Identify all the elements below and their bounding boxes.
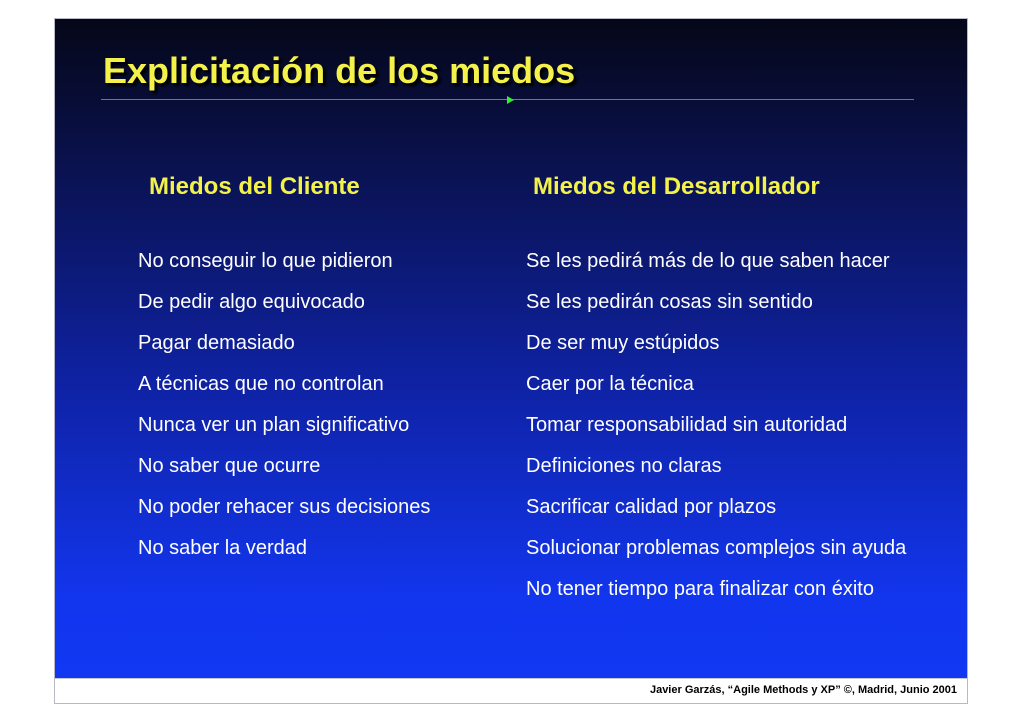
client-fear-item: No conseguir lo que pidieron [138, 250, 393, 272]
developer-fear-item: Tomar responsabilidad sin autoridad [526, 414, 848, 436]
developer-fear-item: De ser muy estúpidos [526, 332, 720, 354]
developer-fear-item: Solucionar problemas complejos sin ayuda [526, 537, 907, 559]
slide [54, 18, 968, 704]
client-fear-item: No saber que ocurre [138, 455, 321, 477]
developer-fear-item: Sacrificar calidad por plazos [526, 496, 777, 518]
client-fear-item: No poder rehacer sus decisiones [138, 496, 431, 518]
developer-fear-item: Caer por la técnica [526, 373, 694, 395]
developer-fears-list [526, 248, 906, 617]
client-fear-item: A técnicas que no controlan [138, 373, 384, 395]
client-fear-item: Pagar demasiado [138, 332, 295, 354]
client-fears-header: Miedos del Cliente [149, 173, 360, 200]
client-fears-list [138, 248, 430, 576]
rule-arrow-icon [507, 96, 514, 104]
developer-fear-item: Se les pedirá más de lo que saben hacer [526, 250, 890, 272]
footer-credit: Javier Garzás, “Agile Methods y XP” ©, Madrid, Junio 2001 [649, 684, 957, 696]
developer-fear-item: Definiciones no claras [526, 455, 722, 477]
developer-fear-item: No tener tiempo para finalizar con éxito [526, 578, 874, 600]
client-fear-item: Nunca ver un plan significativo [138, 414, 410, 436]
slide-title: Explicitación de los miedos [103, 50, 576, 91]
developer-fear-item: Se les pedirán cosas sin sentido [526, 291, 813, 313]
client-fear-item: De pedir algo equivocado [138, 291, 365, 313]
developer-fears-header: Miedos del Desarrollador [533, 173, 820, 200]
client-fear-item: No saber la verdad [138, 537, 307, 559]
slide-footer [55, 678, 967, 703]
